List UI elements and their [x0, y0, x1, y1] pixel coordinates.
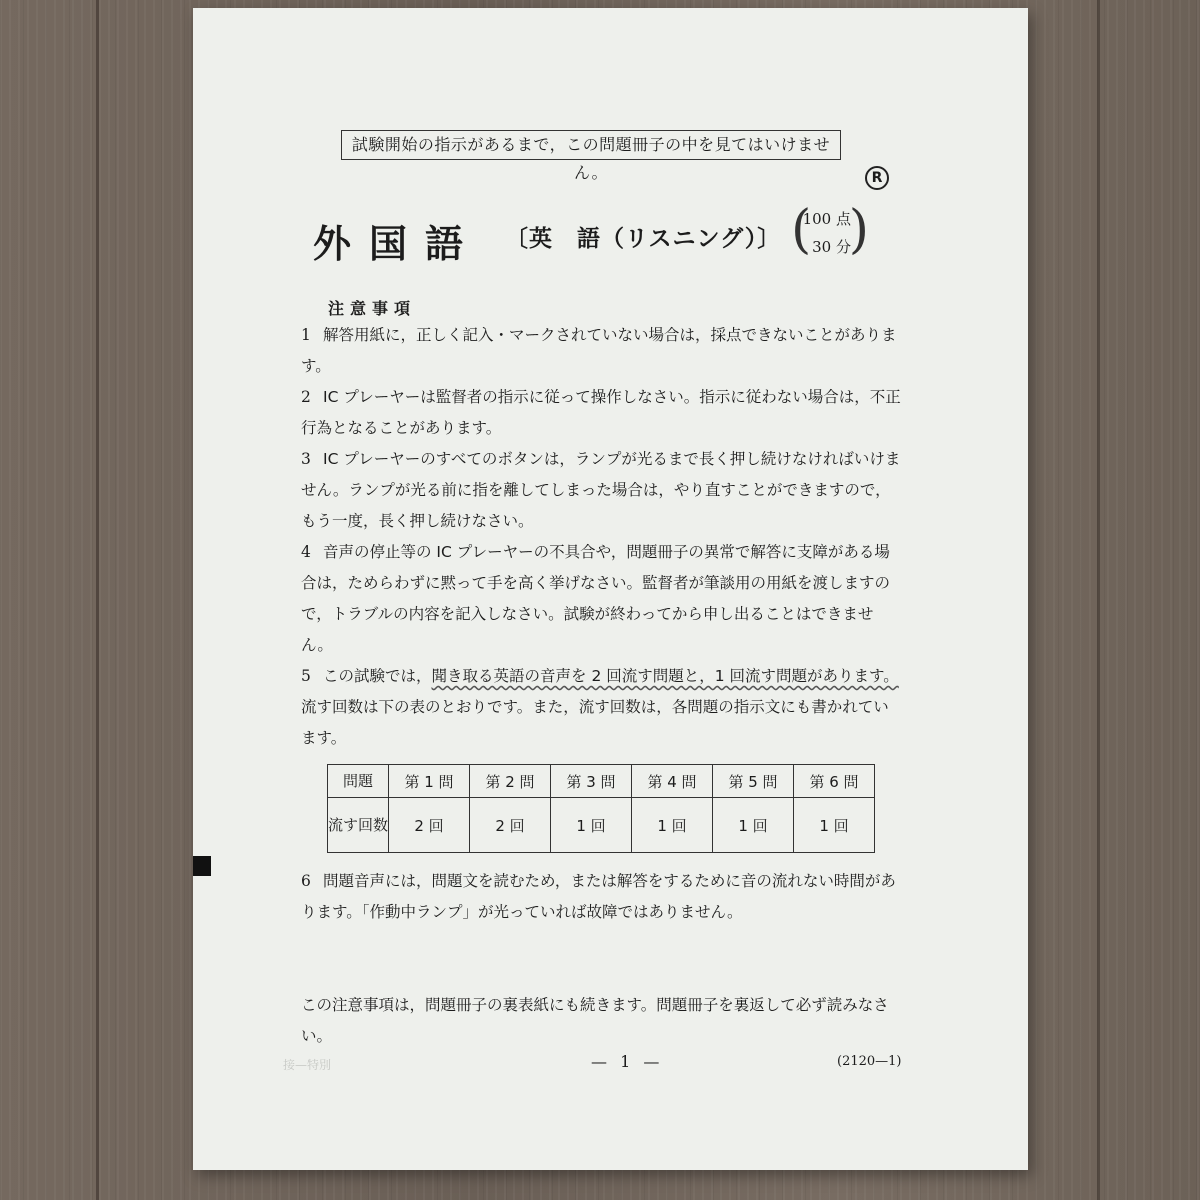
table-row-header: 流す回数 [328, 798, 389, 853]
score-points: 100 点 [802, 210, 851, 228]
table-cell: 1 回 [713, 798, 794, 853]
floor-seam [1097, 0, 1100, 1200]
note-text: この試験では， [323, 667, 432, 685]
table-cell: 第 5 問 [713, 765, 794, 798]
page-title: 外国語 [313, 222, 482, 266]
booklet-code: (2120—1) [837, 1054, 902, 1069]
note-number: 3 [301, 450, 311, 468]
note-item [301, 537, 901, 661]
table-row [328, 765, 875, 798]
margin-mark [193, 856, 211, 876]
notes-heading: 注意事項 [328, 299, 417, 318]
note-text: 音声の停止等の IC プレーヤーの不具合や，問題冊子の異常で解答に支障がある場合は，ためらわずに黙って手を高く挙げなさい。監督者が筆談用の用紙を渡しますので，トラブルの内容を記入しなさい。試験が終わってから申し出ることはできません。 [301, 543, 891, 654]
note-number: 1 [301, 326, 311, 344]
note-text: 解答用紙に，正しく記入・マークされていない場合は，採点できないことがあります。 [301, 326, 897, 375]
table-cell: 第 6 問 [794, 765, 875, 798]
note-text: IC プレーヤーは監督者の指示に従って操作しなさい。指示に従わない場合は，不正行為となることがあります。 [301, 388, 901, 437]
page-subtitle: 〔英 語（リスニング）〕 [505, 226, 782, 252]
note-number: 5 [301, 667, 311, 685]
table-cell: 第 1 問 [389, 765, 470, 798]
table-cell: 第 3 問 [551, 765, 632, 798]
notes-list [301, 320, 901, 754]
note-text: 問題音声には，問題文を読むため，または解答をするために音の流れない時間があります。「作動中ランプ」が光っていれば故障ではありません。 [301, 872, 896, 921]
note-item [301, 866, 901, 928]
table-row-header: 問題 [328, 765, 389, 798]
table-cell: 2 回 [389, 798, 470, 853]
note-underlined-text: 聞き取る英語の音声を 2 回流す問題と，1 回流す問題があります。 [431, 667, 899, 685]
score-time-box [791, 200, 869, 262]
score-time: 30 分 [812, 238, 851, 256]
table-cell: 1 回 [632, 798, 713, 853]
note-item [301, 320, 901, 382]
note-number: 6 [301, 872, 311, 890]
note-item [301, 661, 901, 754]
registered-mark-icon: R [865, 166, 889, 190]
exam-booklet-page [193, 8, 1028, 1170]
note-number: 4 [301, 543, 311, 561]
continue-notice: この注意事項は，問題冊子の裏表紙にも続きます。問題冊子を裏返して必ず読みなさい。 [301, 996, 889, 1045]
left-paren-icon: ( [791, 200, 812, 260]
table-cell: 第 4 問 [632, 765, 713, 798]
page-number: — 1 — [591, 1052, 664, 1071]
note-number: 2 [301, 388, 311, 406]
right-paren-icon: ) [848, 200, 869, 260]
table-cell: 1 回 [551, 798, 632, 853]
table-cell: 2 回 [470, 798, 551, 853]
warning-box: 試験開始の指示があるまで，この問題冊子の中を見てはいけません。 [341, 130, 841, 160]
table-cell: 1 回 [794, 798, 875, 853]
note-text: IC プレーヤーのすべてのボタンは，ランプが光るまで長く押し続けなければいけません。ランプが光る前に指を離してしまった場合は，やり直すことができますので，もう一度，長く押し続けなさい。 [301, 450, 901, 530]
floor-seam [96, 0, 99, 1200]
note-text: 流す回数は下の表のとおりです。また，流す回数は，各問題の指示文にも書かれています。 [301, 698, 889, 747]
play-count-table [327, 764, 875, 853]
note-item [301, 444, 901, 537]
faint-label: 接—特別 [283, 1058, 332, 1072]
table-cell: 第 2 問 [470, 765, 551, 798]
table-row [328, 798, 875, 853]
note-item [301, 382, 901, 444]
